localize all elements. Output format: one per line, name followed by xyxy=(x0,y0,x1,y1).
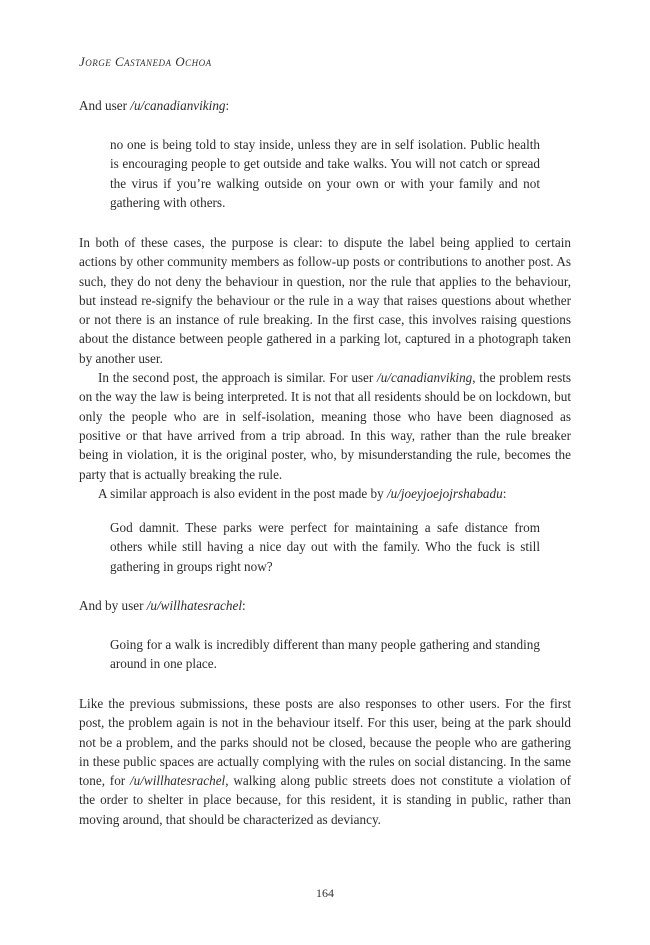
para2-user: /u/canadianviking xyxy=(377,370,473,386)
intro1-tail: : xyxy=(225,98,230,113)
intro1-lead: And user xyxy=(79,98,131,113)
intro1-user: /u/canadianviking xyxy=(130,98,226,113)
running-head: Jorge Castaneda Ochoa xyxy=(79,54,212,69)
quote2-text: God damnit. These parks were perfect for maintaining a safe distance from others while still having a nice day out with the family. Who the fuck is still gathering in groups right now? xyxy=(110,520,540,574)
intro-line-1 xyxy=(79,96,571,115)
para3-lead: A similar approach is also evident in the post made by xyxy=(98,485,387,501)
block-quote-2 xyxy=(110,518,540,576)
paragraph-3 xyxy=(79,484,571,503)
para2-lead: In the second post, the approach is similar. For user xyxy=(98,370,378,386)
intro2-lead: And by user xyxy=(79,598,147,613)
body-text-1 xyxy=(79,233,571,503)
page-number: 164 xyxy=(316,886,334,900)
para4-user: /u/willhatesrachel xyxy=(129,773,226,789)
paragraph-1: In both of these cases, the purpose is clear: to dispute the label being applied to certain actions by other community members as follow-up posts or contributions to another post. As such, they do not deny the behaviour in question, nor the rule that applies to the behaviour, but instead re-signify the behaviour or the rule in a way that raises questions about whether or not there is an instance of rule breaking. In the first case, this involves raising questions about the distance between people gathered in a parking lot, captured in a photograph taken by another user. xyxy=(79,235,571,366)
paragraph-4 xyxy=(79,694,571,829)
block-quote-3 xyxy=(110,635,540,674)
intro2-user: /u/willhatesrachel xyxy=(146,598,243,613)
para4-tail: , walking along public streets does not constitute a violation of the order to shelter in place because, for this resident, it is standing in public, rather than moving around, that should be characterized as deviancy. xyxy=(79,773,571,827)
intro-line-2 xyxy=(79,596,571,615)
intro2-tail: : xyxy=(242,598,246,613)
body-text-2 xyxy=(79,694,571,829)
quote3-text: Going for a walk is incredibly different than many people gathering and standing around in one place. xyxy=(110,637,540,672)
block-quote-1 xyxy=(110,135,540,213)
para3-tail: : xyxy=(502,485,507,501)
para3-user: /u/joeyjoejojrshabadu xyxy=(386,485,503,501)
para4-lead: Like the previous submissions, these posts are also responses to other users. For the first post, the problem again is not in the behaviour itself. For this user, being at the park should not be a problem, and the parks should not be closed, because the people who are gathering in these public spaces are actually complying with the rules on social distancing. In the same tone, for xyxy=(79,696,571,789)
paragraph-2 xyxy=(79,368,571,484)
quote1-text: no one is being told to stay inside, unless they are in self isolation. Public health is encouraging people to get outside and take walks. You will not catch or spread the virus if you’re walking outside on your own or with your family and not gathering with others. xyxy=(110,137,540,211)
para2-tail: , the problem rests on the way the law is being interpreted. It is not that all residents should be on lockdown, but only the people who are in self-isolation, meaning those who have been diagnosed as positive or that have arrived from a trip abroad. In this way, rather than the rule breaker being in violation, it is the original poster, who, by misunderstanding the rule, becomes the party that is actually breaking the rule. xyxy=(79,370,572,482)
